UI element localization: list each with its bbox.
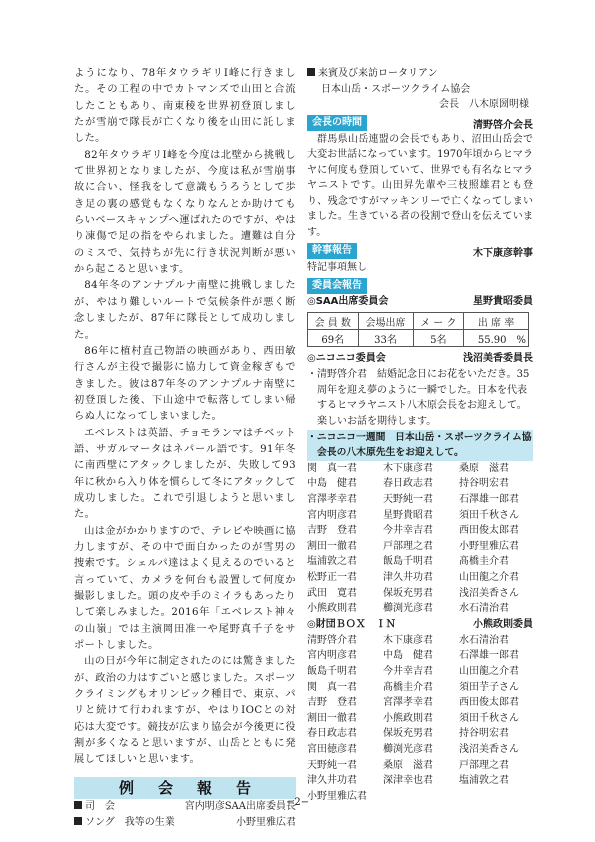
article-paragraph: 86年に植村直己物語の映画があり、西田敏行さんが主役で撮影に協力して資金稼ぎもできました。彼は87年冬のアンナプルナ南壁に初登頂した後、下山途中で転落してしまい帰らぬ人になってしまいました。 — [74, 345, 296, 423]
member-name: 吉野 登君 — [307, 525, 357, 537]
member-name: 津久井功君 — [307, 775, 357, 787]
article-paragraph: エベレストは英語、チョモランマはチベット語、サガルマータはネパール語です。91年冬に南西壁にアタックしましたが、失敗して93年に秋から入り体を慣らして冬にアタックして成功しました。これで引退しようと思いました。 — [74, 427, 296, 521]
member-name: 宮澤孝幸君 — [307, 494, 357, 505]
secretary-tag: 幹事報告 — [307, 243, 357, 259]
nikoniko-message: ・清野啓介君 結婚記念日にお花をいただき。35周年を迎え夢のように一瞬でした。日本を代表するヒマラヤニスト八木原会長をお迎えして。楽しいお話を期待します。 — [307, 369, 530, 428]
member-name: 今井幸吉君 — [383, 665, 433, 677]
member-name: 桑原 滋君 — [459, 462, 509, 474]
member-name: 天野純一君 — [307, 759, 357, 771]
member-name: 宮田徳彦君 — [307, 743, 357, 755]
member-name: 水石清治君 — [459, 634, 509, 646]
member-name: 宮内明彦君 — [307, 650, 357, 662]
president-header — [307, 115, 533, 132]
member-name: 髙橋圭介君 — [383, 681, 433, 693]
member-name: 保坂充男君 — [383, 728, 433, 740]
right-column — [307, 66, 533, 804]
member-name: 春日政志君 — [383, 478, 433, 490]
member-name: 山田龍之介君 — [459, 665, 519, 677]
article-body — [74, 66, 296, 769]
member-name: 須田芋子さん — [459, 681, 519, 693]
member-name: 宮内明彦君 — [307, 509, 357, 521]
member-name: 小野里雅広君 — [459, 540, 519, 552]
member-name: 小野里雅広君 — [307, 790, 367, 802]
secretary-header — [307, 243, 533, 260]
member-name: 山田龍之介君 — [459, 571, 519, 583]
member-name: 浅沼美香さん — [459, 587, 519, 599]
member-name: 塩浦敦之君 — [459, 775, 509, 787]
member-name: 春日政志君 — [307, 728, 357, 740]
member-name: 割田一徹君 — [307, 712, 357, 724]
article-paragraph: 84年冬のアンナプルナ南壁に挑戦しましたが、やはり難しいルートで気候条件が悪く断念しましたが、87年に隊長として成功しました。 — [74, 280, 296, 341]
guest-org: 日本山岳・スポーツクライム協会 — [321, 83, 471, 95]
member-name: 須田千秋さん — [459, 712, 519, 724]
article-paragraph: 山は金がかかりますので、テレビや映画に協力しますが、その中で面白かったのが雪男の捜索です。シェルパ達はよく見えるのでいると言っていて、カメラを何台も設置して何度か撮影しました。頭の皮や手のミイラもあったりして楽しみました。2016年「エベレスト神々の山嶺」では主演岡田准一や尾野真千子をサポートしました。 — [74, 525, 296, 652]
article-paragraph: 82年タウラギリⅠ峰を今度は北壁から挑戦して世界初となりましたが、今度は私が雪崩事故に合い、怪我をして意識もうろうとして歩き足の裏の感覚もなくなりなんとか助けてもらいベースキャンプへ運ばれたのですが、やはり凍傷で足の指をやられました。遭難は自分のミスで、気持ちが先に行き状況判断が悪いから起こると思います。 — [74, 149, 296, 276]
member-name: 関 真一君 — [307, 462, 357, 474]
banner-title: 例会報告 — [118, 779, 275, 798]
article-paragraph: ようになり、78年タウラギリⅠ峰に行きました。その工程の中でカトマンズで山田と合流したこともあり、南東稜を世界初登頂しましたが雪崩で隊長が亡くなり後を山田に託しました。 — [74, 68, 296, 145]
article-paragraph: 山の日が今年に制定されたのには驚きましたが、政治の力はすごいと感じました。スポーツクライミングもオリンピック種目で、東京、パリと続けて行われますが、やはりIOCとの対応は大変です。競技が広まり協会が今後更に役割が多くなると思いますが、山岳とともに発展してほしいと思います。 — [74, 656, 296, 766]
member-name: 星野貴昭君 — [383, 509, 433, 521]
member-name: 津久井功君 — [383, 571, 433, 583]
member-name: 戸部理之君 — [383, 540, 433, 552]
member-name: 宮澤孝幸君 — [383, 697, 433, 709]
member-name: 中島 健君 — [307, 478, 357, 490]
member-name: 櫛渕光彦君 — [383, 743, 433, 755]
member-name: 中島 健君 — [383, 650, 433, 662]
member-name: 小熊政則君 — [307, 603, 357, 615]
member-name: 水石清治君 — [459, 603, 509, 615]
attendance-table — [307, 312, 529, 347]
member-name: 西田俊太郎君 — [459, 525, 519, 537]
member-name: 持谷明宏君 — [459, 728, 509, 740]
square-bullet-icon — [74, 817, 82, 825]
meeting-report-banner — [74, 777, 296, 799]
member-name: 塩浦敦之君 — [307, 556, 357, 568]
president-tag: 会長の時間 — [307, 115, 367, 131]
member-name: 木下康彦君 — [383, 634, 433, 646]
president-text: 群馬県山岳連盟の会長でもあり、沼田山岳会で大変お世話になっています。1970年頃からヒマラヤに何度も登頂していて、世界でも有名なヒマラヤニストです。山田昇先輩や三枝照雄君とも登り、残念ですがマッキンリーで亡くなってしまいました。生きている者の役割で登山を伝えています。 — [307, 133, 533, 239]
square-bullet-icon — [307, 68, 315, 76]
member-name: 松野正一君 — [307, 571, 357, 583]
member-name: 小熊政則君 — [383, 712, 433, 724]
left-column — [74, 66, 296, 831]
member-name: 清野啓介君 — [307, 634, 357, 646]
nikoniko-name-list — [307, 461, 533, 617]
guests-title: 来賓及び来訪ロータリアン — [307, 66, 533, 82]
president-name: 清野啓介会長 — [473, 119, 533, 131]
member-name: 天野純一君 — [383, 494, 433, 505]
secretary-name: 木下康彦幹事 — [473, 247, 533, 259]
committee-tag: 委員会報告 — [307, 278, 367, 294]
fund-header: ◎財団ＢＯＸ ＩＮ 小熊政則委員 — [307, 618, 533, 630]
member-name: 割田一徹君 — [307, 540, 357, 552]
fund-name-list — [307, 633, 533, 805]
saa-header: ◎SAA出席委員会 星野貴昭委員 — [307, 296, 533, 308]
member-name: 石澤雄一郎君 — [459, 494, 519, 505]
nikoniko-week-highlight: ・ニコニコ一週間 日本山岳・スポーツクライム協会長の八木原先生をお迎えして。 — [307, 430, 533, 461]
nikoniko-header: ◎ニコニコ委員会 浅沼美香委員長 — [307, 353, 533, 365]
member-name: 今井幸吉君 — [383, 525, 433, 537]
member-name: 石澤雄一郎君 — [459, 650, 519, 662]
program-row-song: ソング 我等の生業 小野里雅広君 — [74, 815, 296, 831]
member-name: 桑原 滋君 — [383, 759, 433, 771]
member-name: 関 真一君 — [307, 681, 357, 693]
page-number: −2− — [285, 797, 310, 808]
member-name: 保坂充男君 — [383, 587, 433, 599]
attendance-value-row: 69名 33名 5名 55.90 % — [308, 330, 529, 347]
member-name: 持谷明宏君 — [459, 478, 509, 490]
member-name: 飯島千明君 — [383, 556, 433, 568]
guest-name: 会長 八木原圀明様 — [439, 99, 529, 110]
secretary-text: 特記事項無し — [307, 261, 367, 273]
member-name: 深津幸也君 — [383, 775, 433, 787]
member-name: 髙橋圭介君 — [459, 556, 509, 568]
member-name: 木下康彦君 — [383, 462, 433, 474]
member-name: 戸部理之君 — [459, 759, 509, 771]
member-name: 武田 寛君 — [307, 587, 357, 599]
member-name: 櫛渕光彦君 — [383, 603, 433, 615]
member-name: 須田千秋さん — [459, 509, 519, 521]
member-name: 浅沼美香さん — [459, 743, 519, 755]
attendance-header-row: 会 員 数 会場出席 メ ー ク 出 席 率 — [308, 313, 529, 330]
member-name: 西田俊太郎君 — [459, 697, 519, 709]
member-name: 飯島千明君 — [307, 665, 357, 677]
program-row-chair: 司 会 宮内明彦SAA出席委員長 — [74, 799, 296, 815]
committee-header — [307, 277, 533, 294]
member-name: 吉野 登君 — [307, 697, 357, 709]
